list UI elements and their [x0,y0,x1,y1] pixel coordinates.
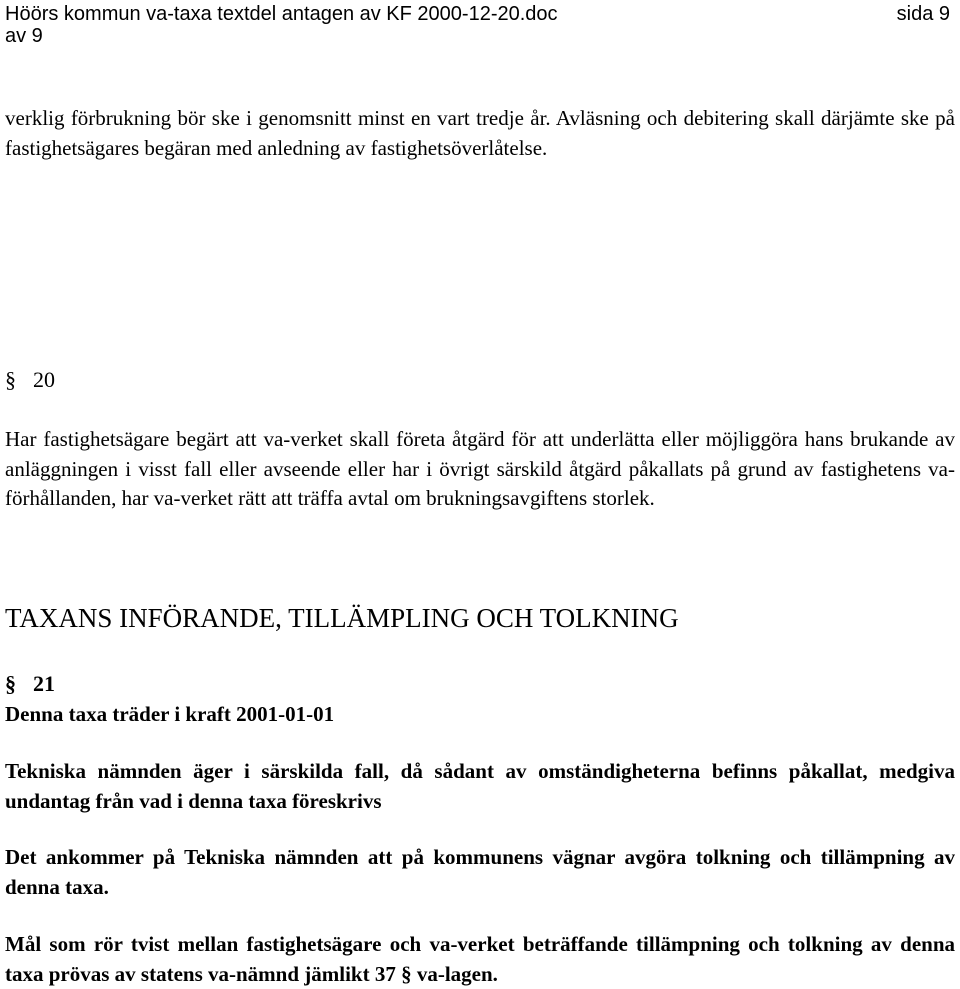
page-total-label: av 9 [5,25,43,47]
paragraph-disputes [5,930,955,989]
chapter-heading: TAXANS INFÖRANDE, TILLÄMPLING OCH TOLKNING [5,603,679,633]
page-number-label: sida 9 [896,3,950,25]
section-symbol: § [5,671,16,696]
document-file-title: Höörs kommun va-taxa textdel antagen av KF 2000-12-20.doc [5,3,558,25]
section-symbol: § [401,961,412,986]
section-number: 21 [33,671,55,696]
paragraph-disputes-text: Mål som rör tvist mellan fastighetsägare och va-verket beträffande tillämpning och tolkning av denna taxa prövas av statens va-nämnd jämlikt 37 [5,932,955,986]
section-21-marker [5,670,55,698]
paragraph-effective-date: Denna taxa träder i kraft 2001-01-01 [5,702,335,726]
paragraph-continuation: verklig förbrukning bör ske i genomsnitt minst en vart tredje år. Avläsning och debitering skall därjämte ske på fastighetsägares begäran med anledning av fastighetsöverlåtelse. [5,106,955,160]
section-20-marker [5,366,55,394]
section-number: 20 [33,367,55,392]
section-symbol: § [5,367,16,392]
paragraph-disputes-text-end: va-lagen. [416,961,498,986]
paragraph-section-20: Har fastighetsägare begärt att va-verket skall företa åtgärd för att underlätta eller möjliggöra hans brukande av anläggningen i visst fall eller avseende eller har i övrigt särskild åtgärd påkallats på grund av fastighetens va-förhållanden, har va-verket rätt att träffa avtal om brukningsavgiftens storlek. [5,427,955,510]
paragraph-interpretation: Det ankommer på Tekniska nämnden att på kommunens vägnar avgöra tolkning och tillämpning av denna taxa. [5,845,955,899]
paragraph-exceptions: Tekniska nämnden äger i särskilda fall, då sådant av omständigheterna befinns påkallat, medgiva undantag från vad i denna taxa föreskrivs [5,759,955,813]
